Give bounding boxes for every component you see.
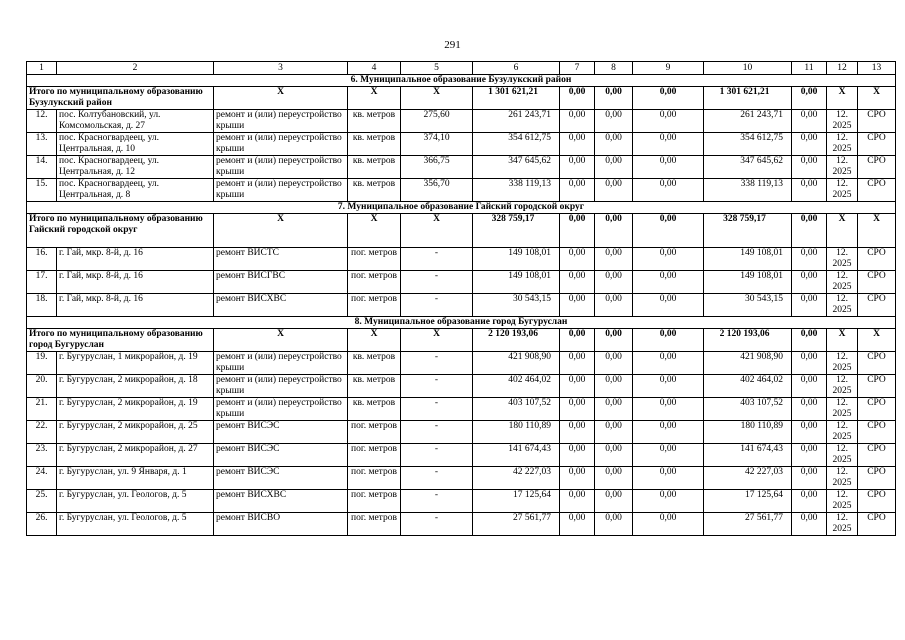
column-number: 4 [348,62,401,75]
table-row [27,248,896,271]
work-type: ремонт и (или) переустройство крыши [214,398,348,421]
total-sum-10: 328 759,17 [704,214,792,248]
deadline: 12. 2025 [827,294,858,317]
deadline: 12. 2025 [827,352,858,375]
cost-c11: 0,00 [792,467,827,490]
column-number: 1 [27,62,57,75]
address: г. Бугуруслан, 2 микрорайон, д. 18 [57,375,214,398]
cost-c9: 0,00 [633,271,704,294]
cost-total: 180 110,89 [473,421,560,444]
section-title: 8. Муниципальное образование город Бугуруслан [27,317,896,329]
address: г. Гай, мкр. 8-й, д. 16 [57,294,214,317]
cost-c9: 0,00 [633,294,704,317]
cost-c8: 0,00 [595,398,633,421]
unit: кв. метров [348,110,401,133]
total-label: Итого по муниципальному образованию Гайский городской округ [27,214,214,248]
cost-total: 402 464,02 [473,375,560,398]
cost-c8: 0,00 [595,375,633,398]
cost-c10: 180 110,89 [704,421,792,444]
table-row [27,133,896,156]
row-number: 12. [27,110,57,133]
cost-total: 261 243,71 [473,110,560,133]
section-header-row [27,75,896,87]
cost-c7: 0,00 [560,271,595,294]
address: г. Бугуруслан, 2 микрорайон, д. 27 [57,444,214,467]
work-type: ремонт ВИСВО [214,513,348,536]
unit: пог. метров [348,467,401,490]
page-number: 291 [444,39,461,51]
cost-c7: 0,00 [560,133,595,156]
table-row [27,398,896,421]
column-number: 6 [473,62,560,75]
unit: кв. метров [348,375,401,398]
method: СРО [858,248,896,271]
address: пос. Красногвардеец, ул. Центральная, д. 8 [57,179,214,202]
address: г. Бугуруслан, 1 микрорайон, д. 19 [57,352,214,375]
cost-c10: 261 243,71 [704,110,792,133]
method: СРО [858,444,896,467]
work-type: ремонт и (или) переустройство крыши [214,110,348,133]
cost-c11: 0,00 [792,421,827,444]
cost-c8: 0,00 [595,248,633,271]
cost-c9: 0,00 [633,421,704,444]
cost-c9: 0,00 [633,375,704,398]
method: СРО [858,352,896,375]
address: г. Бугуруслан, ул. Геологов, д. 5 [57,490,214,513]
cost-c7: 0,00 [560,375,595,398]
column-number: 13 [858,62,896,75]
cost-total: 141 674,43 [473,444,560,467]
deadline: 12. 2025 [827,271,858,294]
table-body [27,62,896,536]
unit: кв. метров [348,398,401,421]
method: СРО [858,513,896,536]
table-row [27,179,896,202]
address: г. Бугуруслан, ул. Геологов, д. 5 [57,513,214,536]
total-c11: 0,00 [792,214,827,248]
cost-total: 17 125,64 [473,490,560,513]
cost-c9: 0,00 [633,444,704,467]
address: г. Бугуруслан, 2 микрорайон, д. 19 [57,398,214,421]
cost-c9: 0,00 [633,110,704,133]
total-c12: X [827,329,858,352]
row-number: 25. [27,490,57,513]
quantity: 366,75 [401,156,473,179]
work-type: ремонт и (или) переустройство крыши [214,133,348,156]
row-number: 14. [27,156,57,179]
cost-c7: 0,00 [560,110,595,133]
cost-c8: 0,00 [595,110,633,133]
cost-c7: 0,00 [560,444,595,467]
address: г. Бугуруслан, 2 микрорайон, д. 25 [57,421,214,444]
table-row [27,421,896,444]
cost-c10: 338 119,13 [704,179,792,202]
cost-c10: 27 561,77 [704,513,792,536]
method: СРО [858,271,896,294]
method: СРО [858,398,896,421]
cost-c8: 0,00 [595,133,633,156]
total-c5: X [401,87,473,110]
table-row [27,110,896,133]
total-c12: X [827,87,858,110]
total-sum: 2 120 193,06 [473,329,560,352]
cost-c9: 0,00 [633,467,704,490]
cost-c8: 0,00 [595,467,633,490]
work-type: ремонт ВИСЭС [214,421,348,444]
cost-total: 347 645,62 [473,156,560,179]
quantity: 275,60 [401,110,473,133]
column-number: 3 [214,62,348,75]
column-number: 12 [827,62,858,75]
unit: пог. метров [348,490,401,513]
row-number: 18. [27,294,57,317]
cost-c9: 0,00 [633,248,704,271]
cost-c10: 42 227,03 [704,467,792,490]
cost-total: 42 227,03 [473,467,560,490]
method: СРО [858,375,896,398]
cost-total: 30 543,15 [473,294,560,317]
cost-c10: 149 108,01 [704,248,792,271]
table-row [27,467,896,490]
quantity: - [401,271,473,294]
cost-c11: 0,00 [792,513,827,536]
cost-c11: 0,00 [792,490,827,513]
cost-c11: 0,00 [792,248,827,271]
column-number: 5 [401,62,473,75]
row-number: 20. [27,375,57,398]
row-number: 23. [27,444,57,467]
total-sum-10: 2 120 193,06 [704,329,792,352]
total-c11: 0,00 [792,329,827,352]
total-label: Итого по муниципальному образованию город Бугуруслан [27,329,214,352]
quantity: - [401,248,473,271]
total-sum: 1 301 621,21 [473,87,560,110]
cost-c9: 0,00 [633,156,704,179]
method: СРО [858,110,896,133]
cost-c11: 0,00 [792,294,827,317]
cost-c10: 149 108,01 [704,271,792,294]
cost-c11: 0,00 [792,444,827,467]
section-header-row [27,317,896,329]
table-row [27,375,896,398]
quantity: - [401,375,473,398]
unit: пог. метров [348,421,401,444]
unit: пог. метров [348,248,401,271]
total-c4: X [348,329,401,352]
column-number: 7 [560,62,595,75]
cost-c9: 0,00 [633,513,704,536]
cost-c7: 0,00 [560,179,595,202]
work-type: ремонт ВИСХВС [214,490,348,513]
work-type: ремонт ВИСГВС [214,271,348,294]
cost-c9: 0,00 [633,398,704,421]
unit: кв. метров [348,156,401,179]
address: г. Гай, мкр. 8-й, д. 16 [57,271,214,294]
cost-c11: 0,00 [792,179,827,202]
quantity: - [401,398,473,421]
total-c9: 0,00 [633,214,704,248]
address: г. Бугуруслан, ул. 9 Января, д. 1 [57,467,214,490]
method: СРО [858,179,896,202]
cost-c7: 0,00 [560,352,595,375]
cost-c8: 0,00 [595,156,633,179]
cost-c11: 0,00 [792,352,827,375]
quantity: 356,70 [401,179,473,202]
repair-program-table [26,61,896,536]
cost-c10: 347 645,62 [704,156,792,179]
cost-c10: 354 612,75 [704,133,792,156]
quantity: - [401,490,473,513]
total-c3: X [214,329,348,352]
work-type: ремонт и (или) переустройство крыши [214,352,348,375]
section-title: 7. Муниципальное образование Гайский городской округ [27,202,896,214]
section-title: 6. Муниципальное образование Бузулукский район [27,75,896,87]
total-c13: X [858,214,896,248]
cost-total: 403 107,52 [473,398,560,421]
total-c13: X [858,329,896,352]
total-sum-10: 1 301 621,21 [704,87,792,110]
method: СРО [858,133,896,156]
total-c4: X [348,87,401,110]
work-type: ремонт и (или) переустройство крыши [214,179,348,202]
work-type: ремонт ВИСТС [214,248,348,271]
deadline: 12. 2025 [827,490,858,513]
total-c7: 0,00 [560,87,595,110]
total-c3: X [214,214,348,248]
cost-c7: 0,00 [560,156,595,179]
column-number: 10 [704,62,792,75]
row-number: 15. [27,179,57,202]
cost-c9: 0,00 [633,352,704,375]
total-c5: X [401,329,473,352]
cost-c8: 0,00 [595,513,633,536]
cost-c7: 0,00 [560,490,595,513]
total-c8: 0,00 [595,214,633,248]
cost-total: 149 108,01 [473,271,560,294]
section-total-row [27,87,896,110]
deadline: 12. 2025 [827,467,858,490]
unit: пог. метров [348,444,401,467]
cost-c10: 402 464,02 [704,375,792,398]
total-c11: 0,00 [792,87,827,110]
total-c8: 0,00 [595,329,633,352]
row-number: 24. [27,467,57,490]
unit: кв. метров [348,179,401,202]
deadline: 12. 2025 [827,156,858,179]
cost-c9: 0,00 [633,179,704,202]
column-number: 9 [633,62,704,75]
cost-c10: 421 908,90 [704,352,792,375]
quantity: - [401,352,473,375]
cost-c7: 0,00 [560,421,595,444]
row-number: 16. [27,248,57,271]
quantity: - [401,444,473,467]
total-c13: X [858,87,896,110]
table-row [27,490,896,513]
work-type: ремонт ВИСХВС [214,294,348,317]
quantity: 374,10 [401,133,473,156]
cost-c10: 141 674,43 [704,444,792,467]
total-c8: 0,00 [595,87,633,110]
total-c3: X [214,87,348,110]
cost-c10: 30 543,15 [704,294,792,317]
cost-c7: 0,00 [560,467,595,490]
row-number: 21. [27,398,57,421]
cost-c8: 0,00 [595,421,633,444]
table-row [27,352,896,375]
unit: пог. метров [348,294,401,317]
cost-c10: 403 107,52 [704,398,792,421]
work-type: ремонт и (или) переустройство крыши [214,156,348,179]
cost-c8: 0,00 [595,294,633,317]
cost-total: 338 119,13 [473,179,560,202]
cost-c11: 0,00 [792,110,827,133]
cost-total: 421 908,90 [473,352,560,375]
address: г. Гай, мкр. 8-й, д. 16 [57,248,214,271]
row-number: 22. [27,421,57,444]
column-number: 2 [57,62,214,75]
section-total-row [27,329,896,352]
table-row [27,271,896,294]
cost-c8: 0,00 [595,444,633,467]
quantity: - [401,294,473,317]
cost-c10: 17 125,64 [704,490,792,513]
deadline: 12. 2025 [827,248,858,271]
total-c7: 0,00 [560,329,595,352]
cost-total: 27 561,77 [473,513,560,536]
table-row [27,513,896,536]
deadline: 12. 2025 [827,375,858,398]
unit: пог. метров [348,271,401,294]
unit: пог. метров [348,513,401,536]
cost-c11: 0,00 [792,156,827,179]
unit: кв. метров [348,133,401,156]
row-number: 13. [27,133,57,156]
cost-c8: 0,00 [595,490,633,513]
deadline: 12. 2025 [827,179,858,202]
total-c4: X [348,214,401,248]
deadline: 12. 2025 [827,421,858,444]
total-c7: 0,00 [560,214,595,248]
cost-c8: 0,00 [595,271,633,294]
method: СРО [858,421,896,444]
quantity: - [401,513,473,536]
address: пос. Красногвардеец, ул. Центральная, д. 12 [57,156,214,179]
deadline: 12. 2025 [827,398,858,421]
total-c9: 0,00 [633,329,704,352]
cost-c7: 0,00 [560,398,595,421]
method: СРО [858,156,896,179]
deadline: 12. 2025 [827,444,858,467]
quantity: - [401,467,473,490]
unit: кв. метров [348,352,401,375]
cost-c11: 0,00 [792,133,827,156]
total-sum: 328 759,17 [473,214,560,248]
cost-c11: 0,00 [792,375,827,398]
row-number: 26. [27,513,57,536]
cost-c11: 0,00 [792,398,827,421]
method: СРО [858,294,896,317]
total-c12: X [827,214,858,248]
total-label: Итого по муниципальному образованию Бузулукский район [27,87,214,110]
row-number: 19. [27,352,57,375]
address: пос. Красногвардеец, ул. Центральная, д. 10 [57,133,214,156]
address: пос. Колтубановский, ул. Комсомольская, д. 27 [57,110,214,133]
deadline: 12. 2025 [827,133,858,156]
column-number: 11 [792,62,827,75]
work-type: ремонт и (или) переустройство крыши [214,375,348,398]
total-c5: X [401,214,473,248]
cost-c9: 0,00 [633,490,704,513]
cost-c11: 0,00 [792,271,827,294]
cost-c7: 0,00 [560,294,595,317]
total-c9: 0,00 [633,87,704,110]
cost-c8: 0,00 [595,352,633,375]
cost-c8: 0,00 [595,179,633,202]
table-row [27,444,896,467]
section-header-row [27,202,896,214]
cost-total: 354 612,75 [473,133,560,156]
cost-c9: 0,00 [633,133,704,156]
section-total-row [27,214,896,248]
row-number: 17. [27,271,57,294]
table-row [27,156,896,179]
cost-c7: 0,00 [560,513,595,536]
column-number-row [27,62,896,75]
column-number: 8 [595,62,633,75]
work-type: ремонт ВИСЭС [214,444,348,467]
cost-total: 149 108,01 [473,248,560,271]
method: СРО [858,490,896,513]
table-row [27,294,896,317]
deadline: 12. 2025 [827,513,858,536]
work-type: ремонт ВИСЭС [214,467,348,490]
method: СРО [858,467,896,490]
deadline: 12. 2025 [827,110,858,133]
quantity: - [401,421,473,444]
cost-c7: 0,00 [560,248,595,271]
